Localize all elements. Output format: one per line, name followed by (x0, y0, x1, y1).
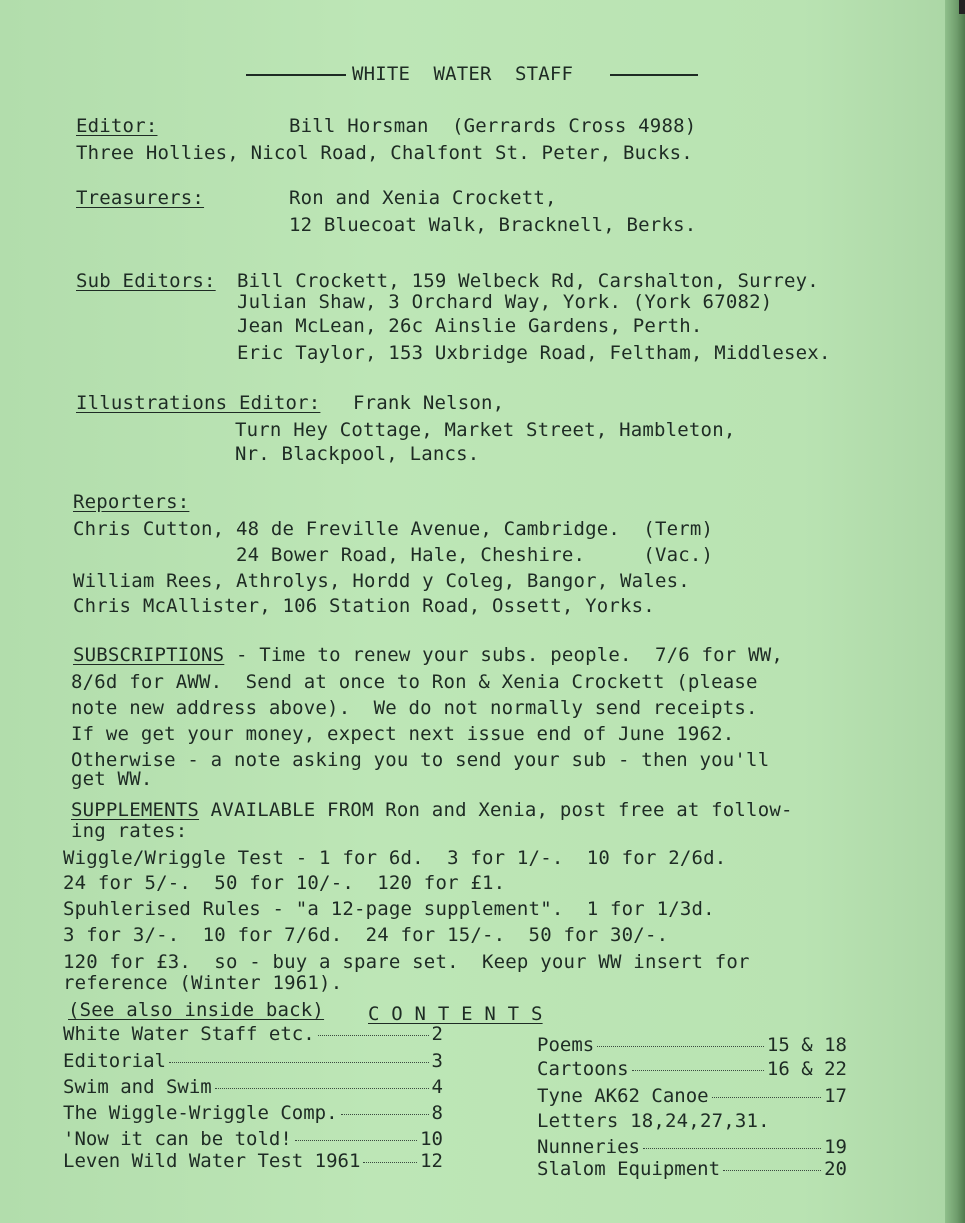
subscriptions-line: If we get your money, expect next issue end of June 1962. (71, 723, 735, 745)
toc-item (63, 1050, 443, 1072)
illustrations-editor-label: Illustrations Editor: (76, 392, 321, 414)
subscriptions-line-1 (73, 644, 783, 666)
subscriptions-text: - Time to renew your subs. people. 7/6 for WW, (224, 644, 783, 666)
toc-leader (723, 1170, 821, 1171)
reporter-line: Chris McAllister, 106 Station Road, Ossett, Yorks. (73, 595, 655, 617)
toc-item-label: Slalom Equipment (537, 1158, 721, 1180)
title-rule-left (246, 74, 346, 76)
sub-editor-line: Jean McLean, 26c Ainslie Gardens, Perth. (237, 315, 703, 337)
editor-label: Editor: (76, 115, 158, 137)
toc-item-page: 8 (431, 1102, 443, 1124)
subscriptions-heading: SUBSCRIPTIONS (73, 644, 225, 666)
toc-item-label: Leven Wild Water Test 1961 (63, 1150, 361, 1172)
toc-leader (169, 1062, 429, 1063)
toc-leader (643, 1148, 821, 1149)
toc-item (63, 1023, 443, 1045)
toc-item-label: Swim and Swim (63, 1076, 212, 1098)
toc-item (63, 1076, 443, 1098)
toc-leader (632, 1070, 764, 1071)
supplements-line: Spuhlerised Rules - "a 12-page supplement". 1 for 1/3d. (63, 898, 715, 920)
treasurers-label: Treasurers: (76, 187, 205, 209)
treasurers-line-1: Ron and Xenia Crockett, (289, 187, 557, 209)
toc-item (537, 1058, 847, 1080)
toc-leader (295, 1140, 417, 1141)
page-binding-edge (945, 0, 965, 1223)
toc-item-page: 17 (824, 1085, 847, 1107)
toc-item (537, 1034, 847, 1056)
reporter-line: 24 Bower Road, Hale, Cheshire. (Vac.) (73, 544, 714, 566)
toc-item-page: 2 (431, 1023, 443, 1045)
see-also-note: (See also inside back) (68, 999, 325, 1021)
toc-item-label: 'Now it can be told! (63, 1128, 292, 1150)
supplements-line: reference (Winter 1961). (63, 972, 343, 994)
supplements-line: Wiggle/Wriggle Test - 1 for 6d. 3 for 1/-. 10 for 2/6d. (63, 847, 727, 869)
sub-editors-label: Sub Editors: (76, 270, 216, 292)
reporter-line: Chris Cutton, 48 de Freville Avenue, Cambridge. (Term) (73, 518, 714, 540)
toc-item-page: 10 (420, 1128, 443, 1150)
subscriptions-line: Otherwise - a note asking you to send your sub - then you'll (71, 749, 770, 771)
toc-leader (215, 1088, 429, 1089)
illustrations-editor-line-3: Nr. Blackpool, Lancs. (235, 443, 480, 465)
page-title: WHITE WATER STAFF (352, 63, 574, 85)
subscriptions-line: 8/6d for AWW. Send at once to Ron & Xenia Crockett (please (71, 671, 758, 693)
toc-item (537, 1158, 847, 1180)
toc-item-page: 12 (420, 1150, 443, 1172)
reporters-label: Reporters: (73, 491, 190, 513)
treasurers-line-2: 12 Bluecoat Walk, Bracknell, Berks. (289, 214, 697, 236)
toc-leader (318, 1035, 429, 1036)
toc-item (537, 1085, 847, 1107)
toc-item-label: The Wiggle-Wriggle Comp. (63, 1102, 338, 1124)
supplements-line-1 (71, 799, 793, 821)
toc-item-label: Editorial (63, 1050, 166, 1072)
supplements-line: ing rates: (71, 820, 188, 842)
toc-item-label: Tyne AK62 Canoe (537, 1085, 709, 1107)
toc-item (63, 1128, 443, 1150)
illustrations-editor-line-2: Turn Hey Cottage, Market Street, Hambleton, (235, 419, 736, 441)
toc-item-letters: Letters 18,24,27,31. (537, 1110, 770, 1132)
toc-item-page: 15 & 18 (766, 1034, 847, 1056)
toc-item-label: White Water Staff etc. (63, 1023, 315, 1045)
contents-heading: C O N T E N T S (368, 1003, 543, 1025)
editor-address: Three Hollies, Nicol Road, Chalfont St. Peter, Bucks. (76, 142, 693, 164)
toc-item-page: 20 (824, 1158, 847, 1180)
toc-item-label: Cartoons (537, 1058, 629, 1080)
toc-item-label: Nunneries (537, 1136, 640, 1158)
toc-leader (363, 1162, 417, 1163)
toc-leader (712, 1097, 822, 1098)
illustrations-editor-name: Frank Nelson, (353, 392, 505, 414)
supplements-line: 24 for 5/-. 50 for 10/-. 120 for £1. (63, 872, 506, 894)
toc-leader (597, 1046, 764, 1047)
toc-item (537, 1136, 847, 1158)
toc-item-label: Poems (537, 1034, 595, 1056)
toc-item (63, 1102, 443, 1124)
toc-item-page: 19 (824, 1136, 847, 1158)
supplements-line: 120 for £3. so - buy a spare set. Keep your WW insert for (63, 951, 750, 973)
supplements-heading: SUPPLEMENTS (71, 799, 200, 821)
toc-item-page: 4 (431, 1076, 443, 1098)
subscriptions-line: note new address above). We do not normally send receipts. (71, 697, 758, 719)
editor-name: Bill Horsman (Gerrards Cross 4988) (289, 115, 697, 137)
toc-leader (341, 1114, 429, 1115)
sub-editor-line: Julian Shaw, 3 Orchard Way, York. (York 67082) (237, 291, 773, 313)
toc-item-page: 3 (431, 1050, 443, 1072)
toc-item (63, 1150, 443, 1172)
supplements-line: 3 for 3/-. 10 for 7/6d. 24 for 15/-. 50 for 30/-. (63, 924, 669, 946)
sub-editor-line: Eric Taylor, 153 Uxbridge Road, Feltham, Middlesex. (237, 342, 831, 364)
reporter-line: William Rees, Athrolys, Hordd y Coleg, Bangor, Wales. (73, 570, 690, 592)
subscriptions-line: get WW. (71, 768, 153, 790)
binding-corner (959, 0, 965, 14)
toc-item-page: 16 & 22 (766, 1058, 847, 1080)
sub-editor-line: Bill Crockett, 159 Welbeck Rd, Carshalton, Surrey. (237, 270, 819, 292)
title-rule-right (610, 74, 698, 76)
supplements-text: AVAILABLE FROM Ron and Xenia, post free at follow- (199, 799, 793, 821)
